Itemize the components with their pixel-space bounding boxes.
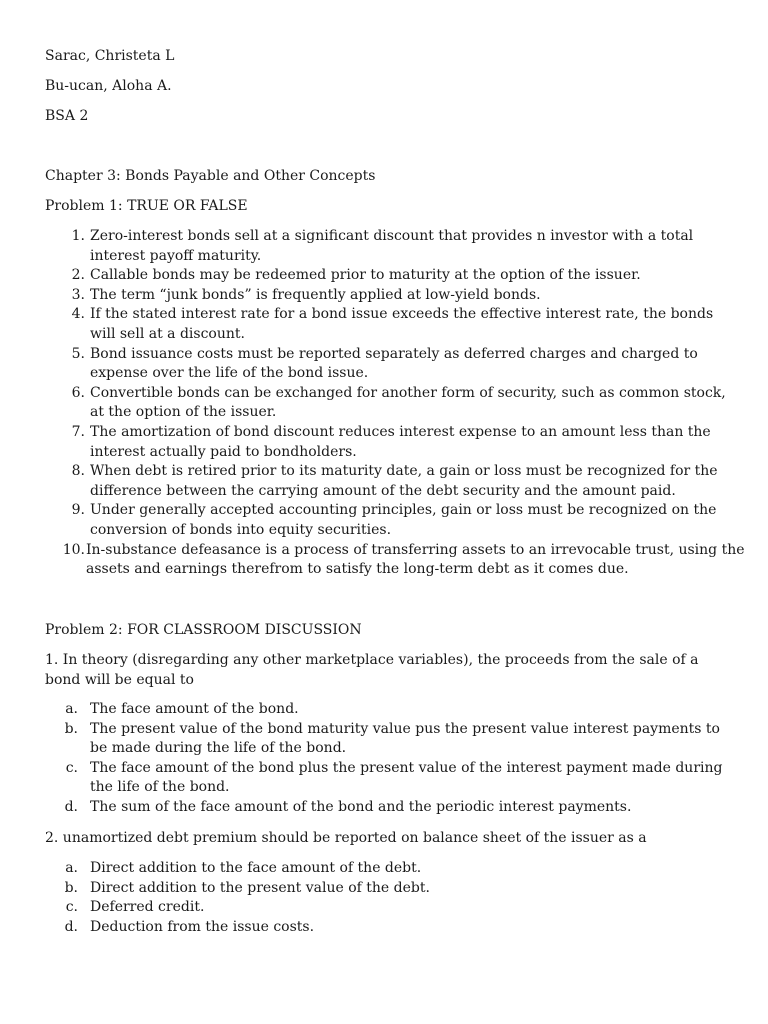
list-item: 3. The term “junk bonds” is frequently applied at low-yield bonds.	[71, 286, 541, 303]
list-item: 1. Zero-interest bonds sell at a significant discount that provides n investor with a total interest payoff maturity.	[71, 228, 694, 264]
list-item: 9. Under generally accepted accounting principles, gain or loss must be recognized on the conversion of bonds into equity securities.	[71, 502, 717, 538]
list-item: c. The face amount of the bond plus the present value of the interest payment made during the life of the bond.	[65, 759, 723, 796]
problem-2-title: Problem 2: FOR CLASSROOM DISCUSSION	[45, 622, 362, 638]
list-item: 4. If the stated interest rate for a bond issue exceeds the effective interest rate, the bonds will sell at a discount.	[71, 306, 714, 342]
list-item: d. Deduction from the issue costs.	[64, 918, 315, 935]
list-item: a. Direct addition to the face amount of the debt.	[65, 860, 422, 876]
course-label: BSA 2	[45, 108, 89, 124]
list-item: 8. When debt is retired prior to its maturity date, a gain or loss must be recognized for the difference between the carrying amount of the debt security and the amount paid.	[71, 463, 718, 499]
list-item: c. Deferred credit.	[65, 899, 205, 916]
list-item: b. Direct addition to the present value of the debt.	[64, 879, 430, 896]
problem-1-title: Problem 1: TRUE OR FALSE	[45, 198, 248, 214]
true-false-list	[0, 227, 768, 580]
question-1-text: 1. In theory (disregarding any other marketplace variables), the proceeds from the sale of a bond will be equal to	[45, 652, 699, 688]
author-name-2: Bu-ucan, Aloha A.	[45, 78, 172, 94]
list-item: a. The face amount of the bond.	[65, 701, 299, 717]
question-2-options	[0, 859, 768, 937]
list-item: 5. Bond issuance costs must be reported separately as deferred charges and charged to expense over the life of the bond issue.	[71, 345, 698, 382]
list-item: 7. The amortization of bond discount reduces interest expense to an amount less than the interest actually paid to bondholders.	[71, 423, 711, 460]
question-2-text: 2. unamortized debt premium should be reported on balance sheet of the issuer as a	[45, 830, 647, 846]
list-item: 6. Convertible bonds can be exchanged for another form of security, such as common stock, at the option of the issuer.	[71, 384, 726, 421]
list-item: 2. Callable bonds may be redeemed prior to maturity at the option of the issuer.	[71, 267, 641, 284]
chapter-title: Chapter 3: Bonds Payable and Other Concepts	[45, 168, 376, 184]
list-item: d. The sum of the face amount of the bond and the periodic interest payments.	[64, 798, 632, 815]
question-1-options	[0, 700, 768, 818]
list-item: 10. In-substance defeasance is a process of transferring assets to an irrevocable trust, using the assets and earnings therefrom to satisfy the long-term debt as it comes due.	[62, 541, 745, 578]
list-item: b. The present value of the bond maturity value pus the present value interest payments to be made during the life of the bond.	[64, 720, 720, 757]
author-name-1: Sarac, Christeta L	[45, 48, 175, 64]
